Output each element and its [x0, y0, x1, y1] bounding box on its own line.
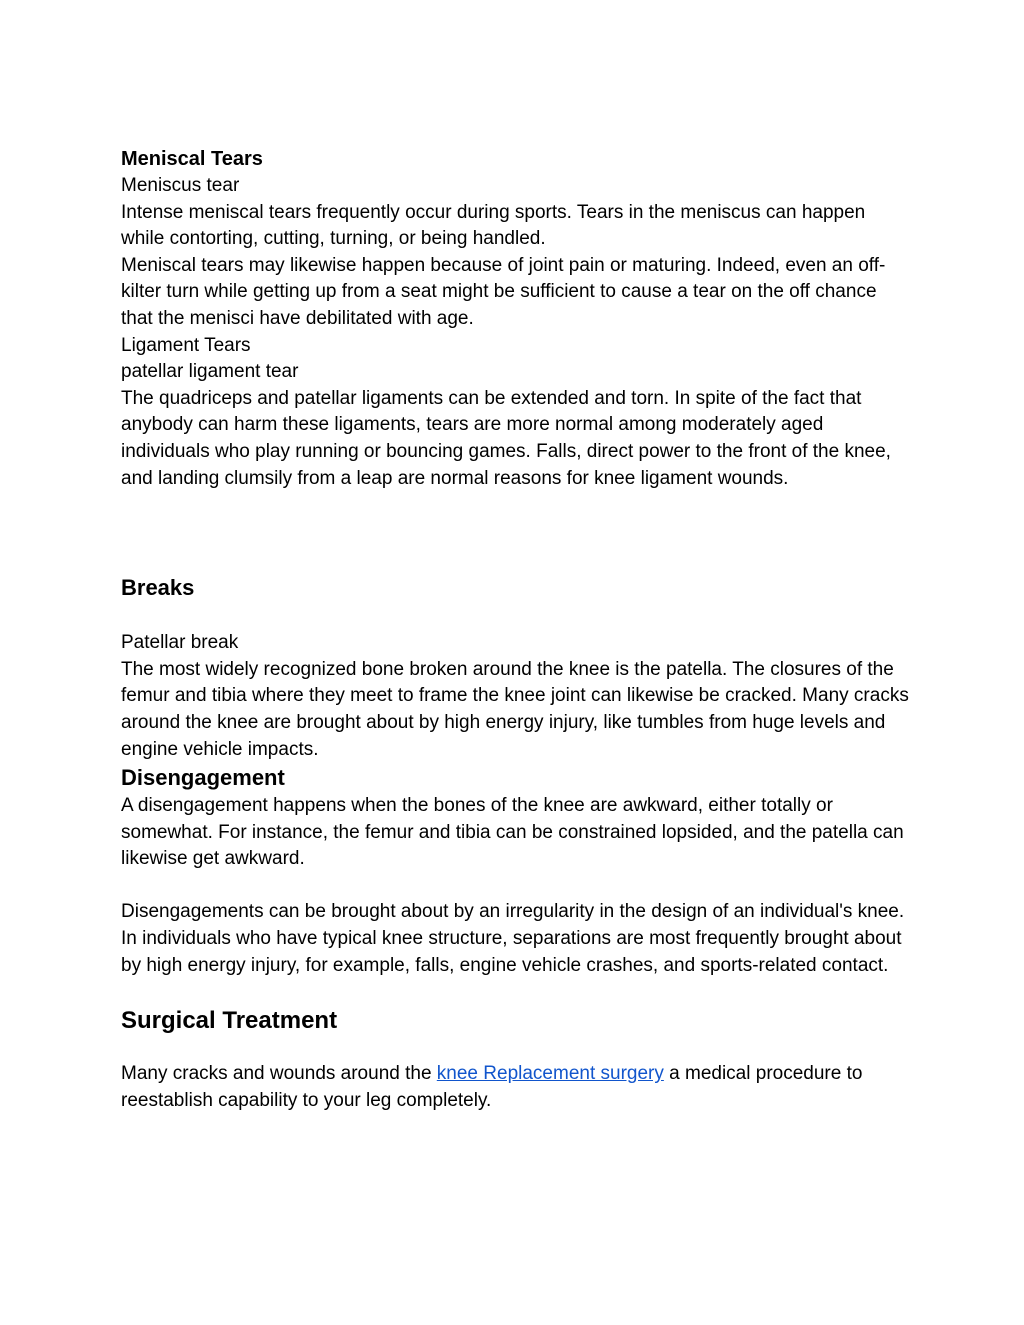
surgical-treatment-heading: Surgical Treatment [121, 1007, 338, 1035]
surgical-paragraph [121, 1061, 911, 1114]
meniscal-paragraph-2: Meniscal tears may likewise happen because of joint pain or maturing. Indeed, even an off-kilter turn while getting up from a seat might be sufficient to cause a tear on the off chance that the menisci have debilitated with age. [121, 254, 886, 329]
meniscal-paragraph-1: Intense meniscal tears frequently occur during sports. Tears in the meniscus can happen while contorting, cutting, turning, or being handled. [121, 201, 866, 250]
spacer [121, 492, 911, 573]
surgical-text-after: a medical procedure to reestablish capability to your leg completely. [121, 1063, 863, 1111]
spacer [121, 873, 911, 900]
knee-replacement-surgery-link[interactable]: knee Replacement surgery [436, 1063, 664, 1085]
meniscus-tear-subheading: Meniscus tear [121, 175, 240, 196]
ligament-tears-subheading: Ligament Tears [121, 334, 251, 356]
ligament-paragraph: The quadriceps and patellar ligaments can be extended and torn. In spite of the fact that anybody can harm these ligaments, tears are more normal among moderately aged individuals who play running or bouncing games. Falls, direct power to the front of the knee, and landing clumsily from a leap are normal reasons for knee ligament wounds. [121, 387, 891, 489]
patellar-ligament-subheading: patellar ligament tear [121, 361, 299, 383]
document-page [121, 145, 911, 1114]
disengagement-paragraph-1: A disengagement happens when the bones of the knee are awkward, either totally or somewhat. For instance, the femur and tibia can be constrained lopsided, and the patella can likewise get awkward. [121, 795, 904, 870]
surgical-text-before: Many cracks and wounds around the [121, 1063, 437, 1085]
disengagement-paragraph-3: In individuals who have typical knee structure, separations are most frequently brought about by high energy injury, for example, falls, engine vehicle crashes, and sports-related contact. [121, 928, 902, 976]
spacer [121, 979, 911, 1005]
breaks-heading: Breaks [121, 575, 195, 601]
breaks-paragraph: The most widely recognized bone broken around the knee is the patella. The closures of the femur and tibia where they meet to frame the knee joint can likewise be cracked. Many cracks around the knee are brought about by high energy injury, like tumbles from huge levels and engine vehicle impacts. [121, 658, 909, 760]
meniscal-tears-heading: Meniscal Tears [121, 148, 263, 170]
spacer [121, 603, 911, 630]
patellar-break-subheading: Patellar break [121, 632, 239, 654]
disengagement-paragraph-2: Disengagements can be brought about by an irregularity in the design of an individual's knee. [121, 901, 905, 923]
spacer [121, 1037, 911, 1061]
disengagement-heading: Disengagement [121, 765, 285, 791]
